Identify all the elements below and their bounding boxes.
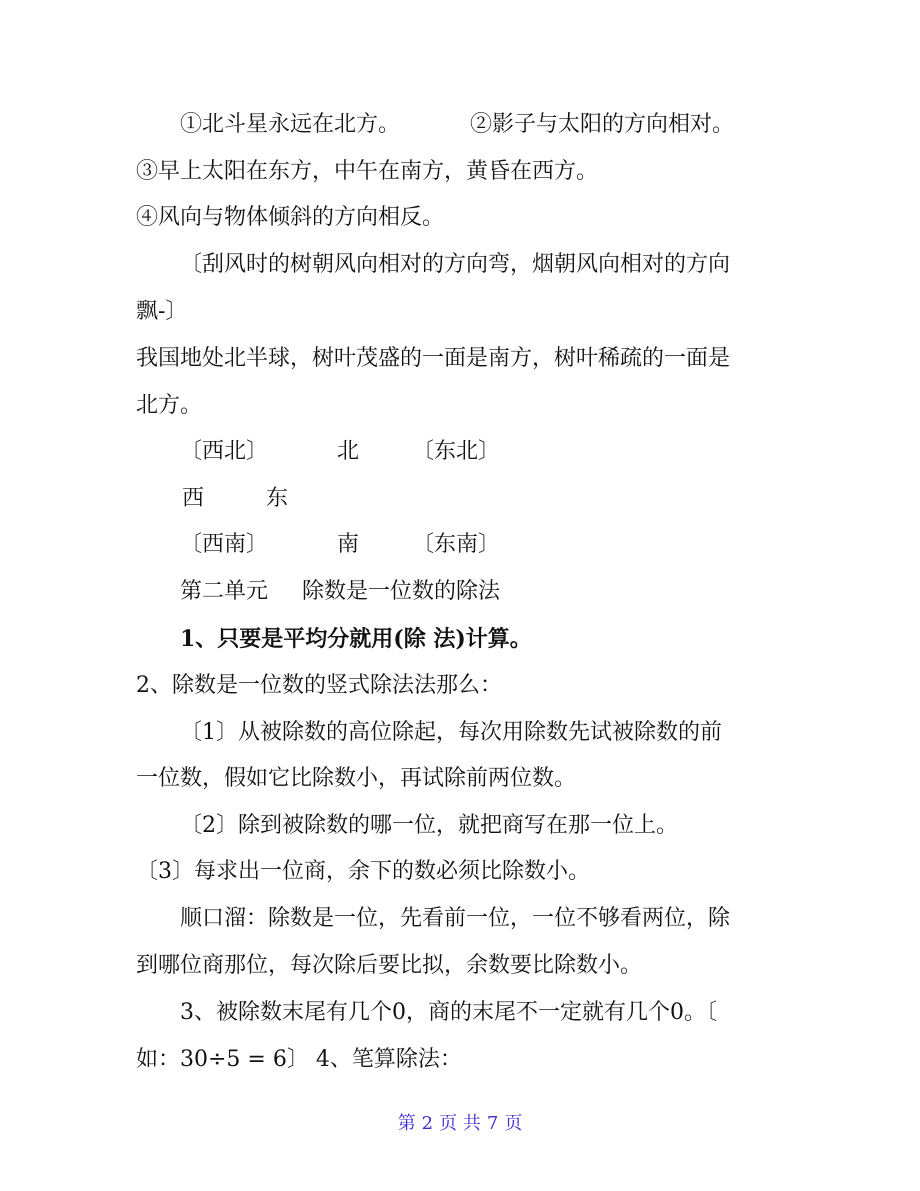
- mnemonic-line-2: 到哪位商那位，每次除后要比拟，余数要比除数小。: [136, 953, 643, 978]
- text-line-7: 北方。: [136, 393, 203, 418]
- text-line-6: 我国地处北半球，树叶茂盛的一面是南方，树叶稀疏的一面是: [136, 346, 731, 371]
- rule-1-bold: 1、只要是平均分就用(除 法)计算。: [180, 626, 532, 652]
- text-line-2: ③早上太阳在东方，中午在南方，黄昏在西方。: [136, 159, 599, 184]
- text-line-1b: ②影子与太阳的方向相对。: [470, 112, 735, 137]
- text-line-1a: ①北斗星永远在北方。: [180, 112, 401, 137]
- rule-2-step-1: 〔1〕从被除数的高位除起，每次用除数先试被除数的前: [180, 720, 722, 745]
- text-line-5: 飘-〕: [136, 299, 188, 324]
- compass-south: 南: [337, 532, 360, 557]
- footer-mid: 页 共: [439, 1113, 481, 1134]
- compass-northeast: 〔东北〕: [412, 439, 501, 464]
- rule-3: 3、被除数末尾有几个0，商的末尾不一定就有几个0。〔: [180, 1000, 717, 1025]
- compass-northwest: 〔西北〕: [180, 439, 269, 464]
- footer-suffix: 页: [504, 1113, 523, 1134]
- text-line-4: 〔刮风时的树朝风向相对的方向弯，烟朝风向相对的方向: [180, 252, 731, 277]
- rule-2-step-3: 〔3〕每求出一位商，余下的数必须比除数小。: [136, 859, 590, 884]
- rule-2: 2、除数是一位数的竖式除法法那么：: [136, 673, 502, 698]
- rule-2-step-2: 〔2〕除到被除数的哪一位，就把商写在那一位上。: [180, 813, 678, 838]
- section-unit-label: 第二单元: [180, 579, 269, 604]
- footer-prefix: 第: [397, 1113, 416, 1134]
- footer-total-pages: 7: [486, 1113, 499, 1134]
- compass-east: 东: [266, 486, 289, 511]
- compass-west: 西: [182, 486, 205, 511]
- rule-2-step-1-cont: 一位数，假如它比除数小，再试除前两位数。: [136, 766, 577, 791]
- mnemonic-line-1: 顺口溜：除数是一位，先看前一位，一位不够看两位，除: [180, 906, 731, 931]
- page-footer: [0, 1112, 920, 1136]
- compass-southeast: 〔东南〕: [412, 532, 501, 557]
- section-title: 除数是一位数的除法: [302, 579, 501, 604]
- rule-3-example: 如：30÷5 = 6〕 4、笔算除法：: [136, 1047, 462, 1072]
- text-line-3: ④风向与物体倾斜的方向相反。: [136, 205, 445, 230]
- compass-southwest: 〔西南〕: [180, 532, 269, 557]
- footer-page-number: 2: [421, 1113, 434, 1134]
- compass-north: 北: [337, 439, 360, 464]
